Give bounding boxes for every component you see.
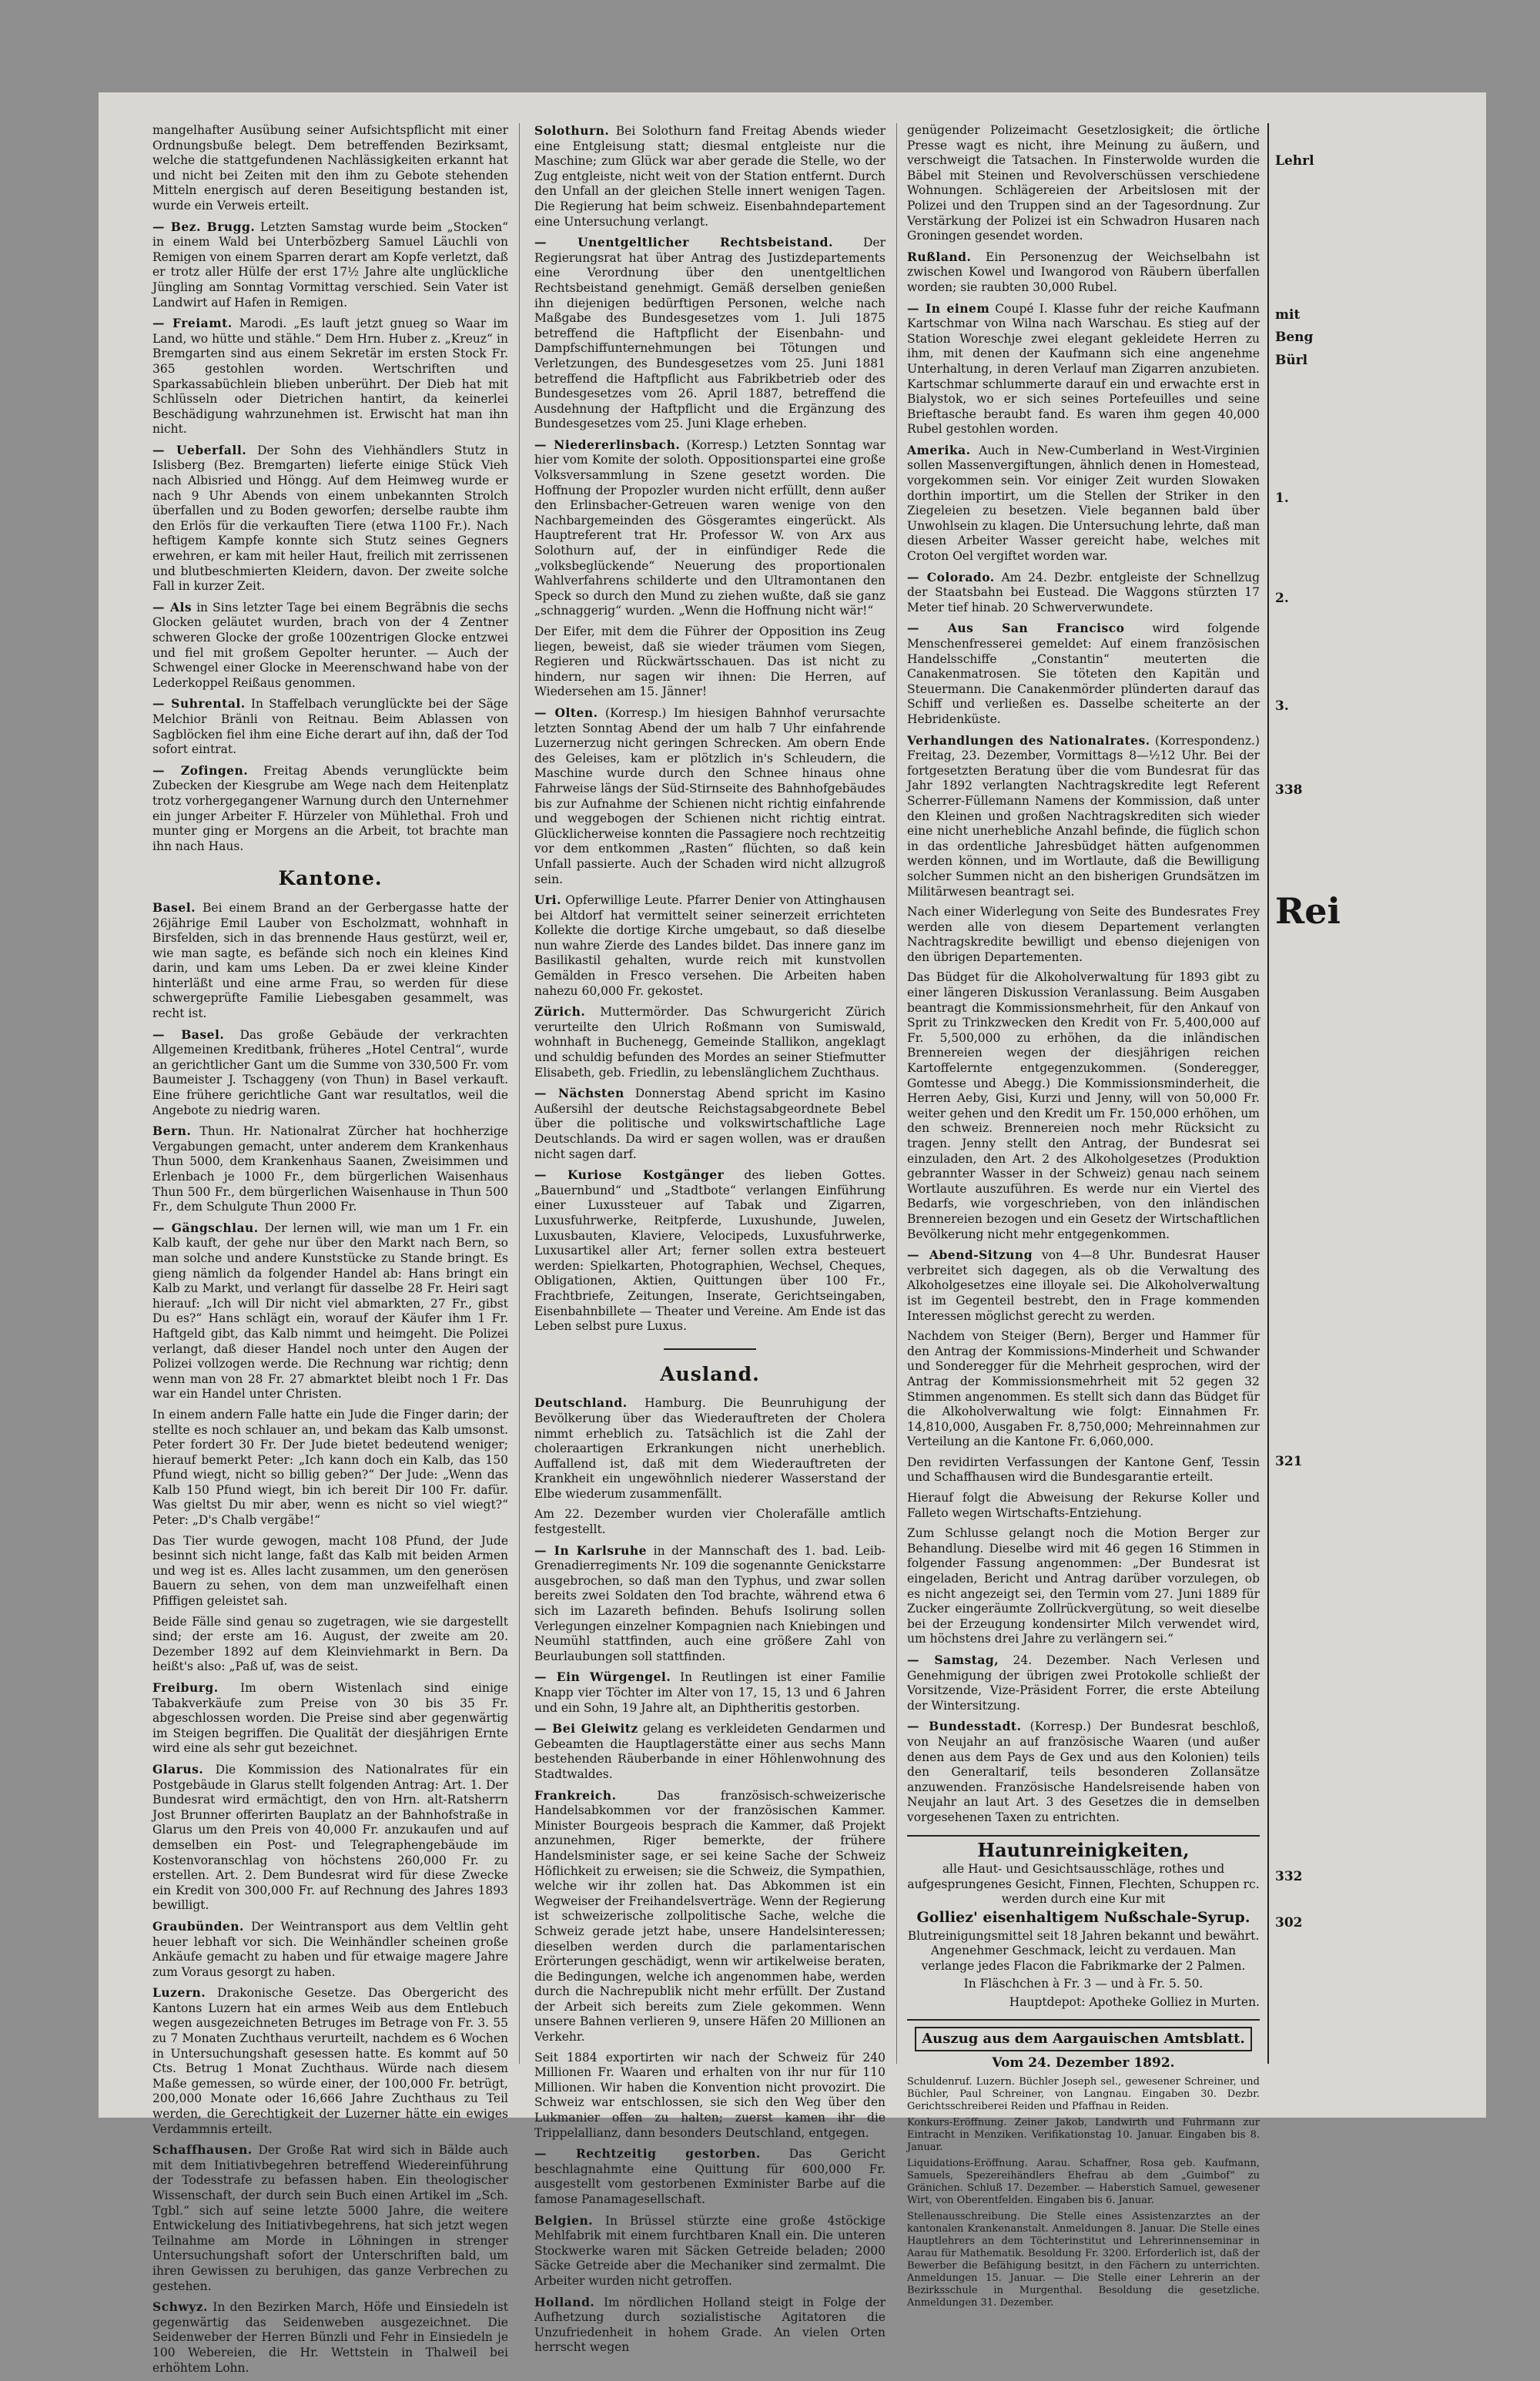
article-text: (Korresp.) Im hiesigen Bahnhof verursachte letzten Sonntag Abend der um halb 7 Uhr einfahrende Luzernerzug nicht geringen Schrecken. Am obern Ende des Geleises, kam er plötzlich in's Schleudern, die Maschine wurde durch den Schnee hinaus ohne Fahrweise längs der Süd-Stirnseite des Bahnhofgebäudes bis zur Aufnahme der Schienen nicht richtig einfahrende und weggebogen der Schienen nicht richtig eintrat. Glücklicherweise konnten die Passagiere noch rechtzeitig vor dem entkommen „Rasten“ flüchten, so daß kein Unfall passierte. Auch der Schaden wird nicht allzugroß sein. <box>534 705 886 886</box>
page-edge-rule <box>1267 123 1269 2064</box>
article-text: Marodi. „Es lauft jetzt gnueg so Waar im Land, wo hütte und stähle.“ Dem Hrn. Huber z. „Kreuz“ in Bremgarten sind aus einem Sekretär im ersten Stock Fr. 365 gestohlen worden. Wertschriften und Sparkassabüchlein blieben unberührt. Der Dieb hat mit Schlüsseln oder Dietrichen hantirt, da keinerlei Beschädigung wahrzunehmen ist. Erwischt hat man ihn nicht. <box>152 316 508 437</box>
article-text: Letzten Samstag wurde beim „Stocken“ in einem Wald bei Unterbözberg Samuel Läuchli von Remigen von einem Sparren derart am Kopfe verletzt, daß er trotz aller Hülfe der erst 17½ Jahre alte unglückliche Jüngling am Sonntag Vormittag verschied. Sein Vater ist Landwirt auf Hafen in Remigen. <box>152 219 509 310</box>
fragment-text: Lehrl <box>1275 153 1314 169</box>
article-heading: — Basel. <box>152 1026 225 1042</box>
article-paragraph <box>152 696 508 757</box>
article-paragraph <box>152 1124 508 1215</box>
article-paragraph <box>534 1167 886 1334</box>
article-text: in der Mannschaft des 1. bad. Leib-Grenadierregiments Nr. 109 die sogenannte Genickstarre ausgebrochen, so daß man den Typhus, und zwar sollen bereits zwei Soldaten den Tod brachte, während etwa 6 sich im Lazareth befinden. Behufs Isolirung sollen Verlegungen einzelner Kompagnien nach Kniebingen und Neumühl stattfinden, auch eine größere Zahl von Beurlaubungen soll stattfinden. <box>534 1543 886 1663</box>
ad-title: Hautunreinigkeiten, <box>977 1838 1190 1861</box>
article-heading: — Samstag, <box>907 1653 999 1667</box>
article-text: In einem andern Falle hatte ein Jude die Finger darin; der stellte es noch schlauer an, und bekam das Kalb umsonst. Peter fordert 30 Fr. Der Jude bietet bedeutend weniger; hierauf bemerkt Peter: „Ich kann doch ein Kalb, das 150 Pfund wiegt, nicht so billig geben?“ Der Jude: „Wenn das Kalb 150 Pfund wiegt, bin ich bereit Dir 100 Fr. dafür. Was gieltst Du mir aber, wenn es nicht so viel wiegt?“ Peter: „D's Chalb vergäbe!“ <box>152 1407 508 1528</box>
article-paragraph <box>152 600 508 692</box>
article-text: Der Eifer, mit dem die Führer der Opposition ins Zeug liegen, beweist, daß sie wieder träumen vom Siegen, Regieren und Rückwärtsschauen. Das ist nicht zu hindern, nur sagen wir ihnen: Die Herren, auf Wiedersehen am 15. Jänner! <box>534 625 886 699</box>
article-heading: — Suhrental. <box>152 696 246 712</box>
article-paragraph <box>907 1455 1260 1485</box>
fragment-text: 332 <box>1275 1869 1303 1885</box>
amtsblatt-extract <box>907 2019 1260 2309</box>
article-paragraph <box>152 1919 508 1980</box>
article-paragraph <box>152 316 508 437</box>
article-heading: — Aus San Francisco <box>907 621 1125 636</box>
article-paragraph <box>534 705 886 887</box>
article-heading: — Abend-Sitzung <box>907 1247 1033 1263</box>
article-heading: Glarus. <box>152 1761 204 1777</box>
article-heading: — Kuriose Kostgänger <box>534 1167 725 1183</box>
article-heading: — Niedererlinsbach. <box>534 437 681 452</box>
column-rule <box>519 123 520 2064</box>
amtsblatt-date: Vom 24. Dezember 1892. <box>992 2055 1175 2071</box>
article-paragraph <box>907 1526 1260 1647</box>
article-text: Donnerstag Abend spricht im Kasino Außersihl der deutsche Reichstagsabgeordnete Bebel über die politische und volkswirtschaftliche Lage Deutschlands. Da wird er sagen wollen, was er draußen nicht sagen darf. <box>534 1087 886 1161</box>
adjacent-page-fragment <box>1275 123 1483 1939</box>
article-paragraph <box>534 1788 886 2045</box>
article-text: Im nördlichen Holland steigt in Folge der Aufhetzung durch sozialistische Agitatoren die Unzufriedenheit in hohem Grade. An vielen Orten herrscht wegen <box>534 2295 886 2355</box>
article-heading: Schwyz. <box>152 2299 208 2315</box>
article-paragraph <box>152 2299 508 2376</box>
article-heading: — Bundesstadt. <box>907 1719 1022 1734</box>
article-text: Muttermörder. Das Schwurgericht Zürich verurteilte den Ulrich Roßmann von Sumiswald, wohnhaft in Buchenegg, Gemeinde Stallikon, angeklagt und schuldig befunden des Mordes an seiner Stiefmutter Elisabeth, geb. Friedlin, zu lebenslänglichem Zuchthaus. <box>534 1005 886 1080</box>
article-paragraph <box>152 1985 508 2137</box>
article-heading: Zürich. <box>534 1004 586 1020</box>
article-text: Bei Solothurn fand Freitag Abends wieder eine Entgleisung statt; diesmal entgleiste nur die Maschine; zum Glück war aber gerade die Stelle, wo der Zug entgleiste, nicht weit von der Station entfernt. Durch den Unfall an der gleichen Stelle innert wenigen Tagen. Die Regierung hat beim schweiz. Eisenbahndepartement eine Untersuchung verlangt. <box>534 124 886 229</box>
amtsblatt-entry: Stellenausschreibung. Die Stelle eines Assistenzarztes an der kantonalen Krankenanstalt. Anmeldungen 8. Januar. Die Stelle eines Hauptlehrers an dem Töchterinstitut und Lehrerinnenseminar in Aarau für Mathematik. Besoldung Fr. 3200. Erforderlich ist, daß der Bewerber die Befähigung besitzt, in den Fächern zu unterrichten. Anmeldungen 15. Januar. — Die Stelle einer Lehrerin an der Bezirksschule in Murgenthal. Besoldung die gesetzliche. Anmeldungen 31. Dezember. <box>907 2210 1260 2309</box>
article-heading: Luzern. <box>152 1985 206 2001</box>
article-text: Beide Fälle sind genau so zugetragen, wie sie dargestellt sind; der erste am 16. August, der zweite am 20. Dezember 1892 auf dem Kleinviehmarkt in Bern. Da heißt's also: „Paß uf, was de seist. <box>152 1614 508 1674</box>
article-paragraph <box>907 443 1260 564</box>
article-text: Coupé I. Klasse fuhr der reiche Kaufmann Kartschmar von Wilna nach Warschau. Es stieg auf der Station Woreschje zwei elegant gekleidete Herren zu ihm, mit denen der Kaufmann sich eine angenehme Unterhaltung, in deren Verlauf man Zigarren anzubieten. Kartschmar schlummerte darauf ein und erwachte erst in Bialystok, wo er sich seines Portefeuilles und seine Brieftasche beraubt fand. Es waren ihm gegen 40,000 Rubel gestohlen worden. <box>907 301 1260 437</box>
article-paragraph <box>907 1329 1260 1450</box>
newspaper-page <box>99 92 1486 2375</box>
article-text: (Korresp.) Der Bundesrat beschloß, von Neujahr an auf französische Waaren (und außer denen aus dem Pays de Gex und aus den Kolonien) teils den Generaltarif, teils besonderen Zollansätze anzuwenden. Französische Handelsreisende haben von Neujahr an laut Art. 3 des Gesetzes die in demselben vorgesehenen Taxen zu entrichten. <box>907 1720 1260 1824</box>
article-text: (Korresp.) Letzten Sonntag war hier vom Komite der soloth. Oppositionspartei eine große Volksversammlung in Szene gesetzt worden. Die Hoffnung der Propozler wurden nicht erfüllt, denn außer den Erlinsbacher-Getreuen waren wenige von den Nachbargemeinden des Gösgeramtes eingerückt. Als Hauptreferent trat Hr. Professor W. von Arx aus Solothurn auf, der in einfündiger Rede die „volksbeglückende“ Neuerung des proportionalen Wahlverfahrens schilderte und den Ultramontanen den Speck so durch den Mund zu ziehen wußte, daß sie ganz „schnaggerig“ wurden. „Wenn die Hoffnung nicht wär!“ <box>534 437 886 618</box>
article-text: Das große Gebäude der verkrachten Allgemeinen Kreditbank, früheres „Hotel Central“, wurde an gerichtlicher Gant um die Summe von 330,500 Fr. vom Baumeister J. Tschaggeny (von Thun) in Basel verkauft. Eine frühere gerichtliche Gant war resultatlos, weil die Angebote zu niedrig waren. <box>152 1027 508 1117</box>
column-1 <box>152 123 508 2381</box>
ad-depot: Hauptdepot: Apotheke Golliez in Murten. <box>1009 1994 1260 2009</box>
column-rule <box>896 123 897 2064</box>
article-text: wird folgende Menschenfresserei gemeldet: Auf einem französischen Handelsschiffe „Constantin“ meuterten die Canakenmatrosen. Sie töteten den Kapitän und Steuermann. Die Canakenmörder plünderten darauf das Schiff und verließen es. Dasselbe scheiterte an der Hebridenküste. <box>907 621 1260 726</box>
article-paragraph <box>152 219 508 311</box>
advertisement-hautunreinigkeiten <box>907 1835 1260 2011</box>
article-heading: — Nächsten <box>534 1086 624 1101</box>
article-text: Der lernen will, wie man um 1 Fr. ein Kalb kauft, der gehe nur über den Markt nach Bern, so man solche und andere Kunststücke zu Stande bringt. Es gieng nämlich da folgender Handel ab: Hans bringt ein Kalb zu Markt, und verlangt für dasselbe 28 Fr. Heiri sagt hierauf: „Ich will Dir nicht viel abmarkten, 27 Fr., gibst Du es?“ Hans schlägt ein, worauf der Käufer ihm 1 Fr. Haftgeld gibt, das Kalb nimmt und heimgeht. Die Polizei verlangt, daß dieser Handel noch unter den Augen der Polizei vollzogen werde. Die Rechnung war richtig; denn wenn man von 28 Fr. 27 abmarktet bleibt noch 1 Fr. Das war ein Handel unter Christen. <box>152 1221 508 1401</box>
article-heading: — Gängschlau. <box>152 1220 259 1235</box>
article-text: In Brüssel stürzte eine große 4stöckige Mehlfabrik mit einem furchtbaren Knall ein. Die unteren Stockwerke waren mit Säcken Getreide beladen; 2000 Säcke Getreide aber die Mechaniker sind zermalmt. Die Arbeiter wurden nicht getroffen. <box>534 2213 886 2288</box>
nationalrat-report <box>907 733 1260 900</box>
ad-price: In Fläschchen à Fr. 3 — und à Fr. 5. 50. <box>963 1977 1204 1991</box>
fragment-text: 321 <box>1275 1453 1303 1469</box>
fragment-text: 3. <box>1275 698 1289 714</box>
article-paragraph <box>534 235 886 432</box>
article-heading: — Als <box>152 599 192 615</box>
ad-line: Blutreinigungsmittel seit 18 Jahren bekannt und bewährt. Angenehmer Geschmack, leicht zu verdauen. Man verlange jedes Flacon die Fabrikmarke der 2 Palmen. <box>907 1928 1260 1973</box>
article-heading: — Bei Gleiwitz <box>534 1721 638 1736</box>
article-paragraph <box>534 2295 886 2356</box>
fragment-text: 302 <box>1275 1914 1303 1931</box>
article-text: Der Regierungsrat hat über Antrag des Justizdepartements eine Verordnung über den unentgeltlichen Rechtsbeistand genehmigt. Gemäß derselben genießen ihn diejenigen bedürftigen Personen, welche nach Maßgabe des Bundesgesetzes vom 1. Juli 1875 betreffend die Haftpflicht der Eisenbahn- und Dampfschiffunternehmungen bei Tötungen und Verletzungen, des Bundesgesetzes vom 25. Juni 1881 betreffend die Haftpflicht aus Fabrikbetrieb oder des Bundesgesetzes vom 26. April 1887, betreffend die Ausdehnung der Haftpflicht und die Ergänzung des Bundesgesetzes vom 25. Juni Klage erheben. <box>534 236 886 431</box>
article-text: Die Kommission des Nationalrates für ein Postgebäude in Glarus stellt folgenden Antrag: Art. 1. Der Bundesrat wird ermächtigt, den von Hrn. alt-Ratsherrn Jost Brunner offerirten Bauplatz an der Bahnhofstraße in Glarus um den Preis von 40,000 Fr. anzukaufen und auf demselben ein Post- und Telegraphengebäude im Kostenvoranschlag von höchstens 260,000 Fr. zu erstellen. Art. 2. Dem Bundesrat wird für diese Zwecke ein Kredit von 300,000 Fr. auf Rechnung des Jahres 1893 bewilligt. <box>152 1762 508 1913</box>
article-text: Am 22. Dezember wurden vier Cholerafälle amtlich festgestellt. <box>534 1507 886 1537</box>
article-heading: Solothurn. <box>534 123 610 138</box>
article-paragraph <box>152 1615 508 1675</box>
column-3 <box>907 123 1260 2313</box>
article-paragraph <box>534 2213 886 2289</box>
article-text: Bei einem Brand an der Gerbergasse hatte der 26jährige Emil Lauber von Escholzmatt, wohnhaft in Birsfelden, sich in das brennende Haus gestürzt, weil er, wie man sagte, es befände sich noch ein kleines Kind darin, und kam ums Leben. Da er zwei kleine Kinder hinterläßt und eine arme Frau, so werden für diese schwergeprüfte Familie Liebesgaben gesammelt, was recht ist. <box>152 900 508 1021</box>
article-paragraph <box>534 2146 886 2207</box>
article-paragraph <box>152 1027 508 1119</box>
nationalrat-text: (Korrespondenz.) Freitag, 23. Dezember, Vormittags 8—½12 Uhr. Bei der fortgesetzten Beratung über die vom Bundesrat für das Jahr 1892 verlangten Nachtragskredite legt Referent Scherrer-Füllemann Namens der Kommission, daß unter den Kleinen und großen Nachtragskrediten sich wieder eine nicht unerhebliche Anzahl befinde, die füglich schon in das ordentliche Jahresbüdget hätten aufgenommen werden können, und im Wortlaute, daß die Bewilligung solcher Summen nicht an den bisherigen Grundsätzen im Militärwesen beantragt sei. <box>907 733 1260 899</box>
article-text: genügender Polizeimacht Gesetzlosigkeit; die örtliche Presse wagt es nicht, ihre Meinung zu äußern, und verschweigt die Tatsachen. In Finsterwolde wurden die Bäbel mit Steinen und Revolverschüssen verschiedene Wohnungen. Schlägereien der Arbeitslosen mit der Polizei und den Truppen sind an der Tagesordnung. Zur Verstärkung der Polizei ist ein Schwadron Husaren nach Groningen gesendet worden. <box>907 123 1260 243</box>
article-text: Das Tier wurde gewogen, macht 108 Pfund, der Jude besinnt sich nicht lange, faßt das Kalb mit beiden Armen und weg ist es. Alles lacht zusammen, um den generösen Bauern zu sehen, von dem man unzweifelhaft einen Pfiffigen geleistet sah. <box>152 1533 508 1609</box>
article-paragraph <box>152 1221 508 1402</box>
amtsblatt-entry: Liquidations-Eröffnung. Aarau. Schaffner, Rosa geb. Kaufmann, Samuels, Spezereihändlers Ehefrau ab dem „Guimbof“ zu Gränichen. Schluß 17. Dezember. — Haberstich Samuel, gewesener Wirt, von Oberentfelden. Eingaben bis 6. Januar. <box>907 2157 1260 2206</box>
article-text: In den Bezirken March, Höfe und Einsiedeln ist gegenwärtig das Seidenweben ausgezeichnet. Die Seidenweber der Herren Bünzli und Fehr in Einsiedeln je 100 Webereien, die Hr. Wettstein in Thalweil bei erhöhtem Lohn. <box>152 2300 508 2375</box>
article-paragraph <box>534 123 886 229</box>
fragment-text: Beng <box>1275 330 1314 346</box>
article-text: Nachdem von Steiger (Bern), Berger und Hammer für den Antrag der Kommissions-Minderheit und Schwander und Sonderegger für die Mehrheit gesprochen, wird der Antrag der Kommissionsmehrheit mit 52 gegen 32 Stimmen angenommen. Es stellt sich dann das Büdget für die Alkoholverwaltung wie folgt: Einnahmen Fr. 14,810,000, Ausgaben Fr. 8,750,000; Mehreinnahmen zur Verteilung an die Kantone Fr. 6,060,000. <box>907 1329 1260 1449</box>
article-text: Der Weintransport aus dem Veltlin geht heuer lebhaft vor sich. Die Weinhändler scheinen große Ankäufe gemacht zu haben und für etwaige magere Jahre zum Voraus gesorgt zu haben. <box>152 1919 508 1979</box>
article-text: Das Gericht beschlagnahmte eine Quittung für 600,000 Fr. ausgestellt vom gestorbenen Exminister Barbe auf die famose Panamagesellschaft. <box>534 2147 886 2206</box>
article-paragraph <box>907 301 1260 437</box>
ad-line: alle Haut- und Gesichtsausschläge, rothes und aufgesprungenes Gesicht, Finnen, Flechten, Schuppen rc. werden durch eine Kur mit <box>907 1862 1260 1907</box>
article-paragraph <box>534 1004 886 1080</box>
ad-product: Golliez' eisenhaltigem Nußschale-Syrup. <box>916 1908 1250 1926</box>
article-heading: Uri. <box>534 892 561 908</box>
article-text: Der Sohn des Viehhändlers Stutz in Islisberg (Bez. Bremgarten) lieferte einige Stück Vieh nach Albisried und Höngg. Auf dem Heimweg wurde er nach 9 Uhr Abends von einem unbekannten Strolch überfallen und zu Boden geworfen; derselbe raubte ihm den Erlös für die verkauften Tiere (etwa 1100 Fr.). Nach heftigem Kampfe konnte sich Stutz seines Gegners erwehren, er kam mit heiler Haut, freilich mit zerrissenen und blutbeschmierten Kleidern, davon. Der zweite solche Fall in kurzer Zeit. <box>152 443 508 594</box>
article-heading: Rußland. <box>907 249 972 264</box>
article-paragraph <box>534 892 886 999</box>
fragment-text: Bürl <box>1275 352 1308 368</box>
article-text: Zum Schlusse gelangt noch die Motion Berger zur Behandlung. Dieselbe wird mit 46 gegen 16 Stimmen in folgender Fassung angenommen: „Der Bundesrat ist eingeladen, Bericht und Antrag darüber vorzulegen, ob es nicht angezeigt sei, den Termin vom 27. Juni 1889 für Zucker eingeräumte Zollrückvergütung, so weit dieselbe bei der Erzeugung kondensirter Milch verwendet wird, um höchstens drei Jahre zu verlängern sei.“ <box>907 1526 1260 1646</box>
amtsblatt-title: Auszug aus dem Aargauischen Amtsblatt. <box>915 2027 1252 2051</box>
article-paragraph <box>152 1762 508 1914</box>
article-text: Am 24. Dezbr. entgleiste der Schnellzug der Staatsbahn bei Eustead. Die Waggons stürzten 17 Meter tief hinab. 20 Schwerverwundete. <box>907 570 1260 615</box>
article-text: In Staffelbach verunglückte bei der Säge Melchior Bränli von Reitnau. Beim Ablassen von Sagblöcken fiel ihm eine Eiche derart auf ihn, daß der Tod sofort eintrat. <box>152 697 508 757</box>
column-2 <box>534 123 886 2361</box>
article-text: des lieben Gottes. „Bauernbund“ und „Stadtbote“ verlangen Einführung einer Luxussteuer auf Tabak und Zigarren, Luxusfuhrwerke, Reitpferde, Luxushunde, Juwelen, Luxusbauten, Klaviere, Velocipeds, Luxusfuhrwerke, Luxusartikel aller Art; ferner sollen extra besteuert werden: Spielkarten, Photographien, Wechsel, Cheques, Obligationen, Aktien, Quittungen über 100 Fr., Frachtbriefe, Zeitungen, Inserate, Gerichtseingaben, Eisenbahnbillete — Theater und Vereine. Am Ende ist das Leben selbst pure Luxus. <box>534 1168 886 1334</box>
article-heading: — Zofingen. <box>152 762 249 778</box>
article-heading: Frankreich. <box>534 1787 617 1803</box>
article-text: von 4—8 Uhr. Bundesrat Hauser verbreitet sich dagegen, als ob die Verwaltung des Alkoholgesetzes eine illoyale sei. Die Alkoholverwaltung ist im Gegenteil bestrebt, den in Frage kommenden Interessen möglichst gerecht zu werden. <box>907 1248 1260 1323</box>
article-paragraph <box>534 1721 886 1782</box>
article-text: 24. Dezember. Nach Verlesen und Genehmigung der übrigen zwei Protokolle schließt der Vorsitzende, Vize-Präsident Forrer, die erste Abteilung der Wintersitzung. <box>907 1653 1260 1713</box>
section-heading-ausland: Ausland. <box>660 1362 760 1385</box>
article-heading: — In Karlsruhe <box>534 1542 648 1558</box>
article-text: Ein Personenzug der Weichselbahn ist zwischen Kowel und Iwangorod von Räubern überfallen worden; sie raubten 30,000 Rubel. <box>907 249 1260 294</box>
article-text: Thun. Hr. Nationalrat Zürcher hat hochherzige Vergabungen gemacht, unter anderem dem Krankenhaus Thun 5000, dem Krankenhaus Saanen, Zweisimmen und Erlenbach je 1000 Fr., dem bürgerlichen Waisenhaus Thun 500 Fr., dem bürgerlichen Waisenhause in Thun 500 Fr., dem Schulgute Thun 2000 Fr. <box>152 1124 508 1214</box>
article-text: in Sins letzter Tage bei einem Begräbnis die sechs Glocken geläutet wurden, brach von der 4 Zentner schweren Glocke der große 100zentrigen Glocke entzwei und fiel mit großem Gepolter herunter. — Auch der Schwengel einer Glocke in Meerenschwand habe von der Lederkoppel Reißaus genommen. <box>152 600 508 690</box>
article-heading: — Ein Würgengel. <box>534 1669 671 1685</box>
fragment-text: 2. <box>1275 590 1289 606</box>
article-paragraph <box>907 1491 1260 1521</box>
article-paragraph <box>152 123 508 214</box>
article-heading: — Ueberfall. <box>152 442 247 457</box>
article-paragraph <box>534 1507 886 1537</box>
article-paragraph <box>907 1719 1260 1825</box>
article-paragraph <box>152 1680 508 1756</box>
article-paragraph <box>152 1408 508 1529</box>
article-text: mangelhafter Ausübung seiner Aufsichtspflicht mit einer Ordnungsbuße belegt. Dem betreffenden Bezirksamt, welche die stattgefundenen Nachlässigkeiten erkannt hat und nicht bei Zeiten mit den ihm zu Gebote stehenden Mitteln energisch auf deren Beseitigung bestanden ist, wurde ein Verweis erteilt. <box>152 123 508 213</box>
article-text: In Reutlingen ist einer Familie Knapp vier Töchter im Alter von 17, 15, 13 und 6 Jahren und ein Sohn, 19 Jahre alt, an Diphtheritis gestorben. <box>534 1670 886 1715</box>
article-heading: — Freiamt. <box>152 316 233 331</box>
fragment-text: 1. <box>1275 491 1289 507</box>
article-paragraph <box>152 900 508 1022</box>
amtsblatt-entry: Konkurs-Eröffnung. Zeiner Jakob, Landwirth und Fuhrmann zur Eintracht in Menziken. Verifikationstag 10. Januar. Eingaben bis 8. Januar. <box>907 2116 1260 2153</box>
article-paragraph <box>534 1669 886 1716</box>
amtsblatt-entry: Schuldenruf. Luzern. Büchler Joseph sel., gewesener Schreiner, und Büchler, Paul Schreiner, von Langnau. Eingaben 30. Dezbr. Gerichtsschreiberei Reiden und Pfaffnau in Reiden. <box>907 2075 1260 2112</box>
article-paragraph <box>534 625 886 700</box>
article-heading: Belgien. <box>534 2212 594 2228</box>
article-heading: — Colorado. <box>907 569 995 584</box>
article-text: Das französisch-schweizerische Handelsabkommen vor der französischen Kammer. Minister Bourgeois besprach die Kammer, daß Projekt anzunehmen, Riger bemerkte, der frühere Handelsminister sage, er sei keine Sache der Schweiz Höflichkeit zu erweisen; sie die Schweiz, die Sympathien, welche wir ihr zollen hat. Das Abkommen ist ein Wegweiser der Freihandelsverträge. Wenn der Regierung ist schweizerische zollpolitische Sache, welche die Schweiz gerade jetzt habe, unsere Handelsinteressen; dieselben werden durch die parlamentarischen Erörterungen geschädigt, wenn wir artikelweise beraten, die Bedingungen, welche ich angenommen habe, werden durch die Nachrepublik nicht mehr erfüllt. Der Zustand der Arbeit sich bereits zum Ziele gekommen. Wenn unsere Bahnen verlieren 9, unsere Häfen 20 Millionen an Verkehr. <box>534 1788 886 2044</box>
article-paragraph <box>534 437 886 619</box>
article-text: Drakonische Gesetze. Das Obergericht des Kantons Luzern hat ein armes Weib aus dem Entlebuch wegen ausgezeichneten Betruges im Betrage von Fr. 3. 55 zu 7 Monaten Zuchthaus verurteilt, nachdem es 6 Wochen in Untersuchungshaft gesessen hatte. Es kommt auf 50 Cts. Betrug 1 Monat Zuchthaus. Würde nach diesem Maße gemessen, so würde einer, der 100,000 Fr. betrügt, 200,000 Monate oder 16,666 Jahre Zuchthaus zu Teil werden, die Gerechtigkeit der Luzerner hätte ein ewiges Verdammnis erteilt. <box>152 1986 508 2136</box>
article-heading: Freiburg. <box>152 1680 219 1695</box>
article-paragraph <box>534 1395 886 1502</box>
article-heading: Amerika. <box>907 442 971 457</box>
article-text: Opferwillige Leute. Pfarrer Denier von Attinghausen bei Altdorf hat vermittelt seiner seinerzeit errichteten Kollekte die dortige Kirche umgebaut, so daß dieselbe nun wahre Zierde des Landes bildet. Das innere ganz im Basilikastil gehalten, wurde reich mit kunstvollen Gemälden in Fresco versehen. Die Arbeiten haben nahezu 60,000 Fr. gekostet. <box>534 893 886 998</box>
article-text: gelang es verkleideten Gendarmen und Gebeamten die Hauptlagerstätte einer aus sechs Mann bestehenden Räuberbande in einer Höhlenwohnung des Stadtwaldes. <box>534 1722 886 1781</box>
article-text: Den revidirten Verfassungen der Kantone Genf, Tessin und Schaffhausen wird die Bundesgarantie erteilt. <box>907 1455 1260 1485</box>
article-paragraph <box>534 1086 886 1162</box>
article-heading: — Olten. <box>534 705 598 720</box>
article-heading: Graubünden. <box>152 1918 244 1934</box>
article-paragraph <box>907 1247 1260 1324</box>
article-heading: Deutschland. <box>534 1395 628 1411</box>
article-heading: — Unentgeltlicher Rechtsbeistand. <box>534 235 833 250</box>
article-text: Nach einer Widerlegung von Seite des Bundesrates Frey werden alle von diesem Departement verlangten Nachtragskredite bewilligt und ebenso diejenigen von den übrigen Departementen. <box>907 905 1260 964</box>
article-paragraph <box>534 2051 886 2142</box>
nationalrat-heading: Verhandlungen des Nationalrates. <box>907 732 1150 748</box>
article-paragraph <box>907 570 1260 616</box>
article-paragraph <box>907 970 1260 1242</box>
section-heading-kantone: Kantone. <box>278 867 383 890</box>
article-paragraph <box>907 123 1260 244</box>
article-text: Im obern Wistenlach sind einige Tabakverkäufe zum Preise von 30 bis 35 Fr. abgeschlossen worden. Die Preise sind aber gegenwärtig im Steigen begriffen. Die Qualität der diesjährigen Ernte wird eine als sehr gut bezeichnet. <box>152 1681 508 1756</box>
article-text: Das Büdget für die Alkoholverwaltung für 1893 gibt zu einer längeren Diskussion Veranlassung. Beim Ausgaben beantragt die Kommissionsmehrheit, für den Ankauf von Sprit zu Trinkzwecken den Kredit von Fr. 5,400,000 auf Fr. 5,500,000 zu erhöhen, da die inländischen Brennereien wegen der diesjährigen reichen Kartoffelernte entgegenzukommen. (Sonderegger, Gomtesse und Abegg.) Die Kommissionsminderheit, die Herren Aeby, Gisi, Kurzi und Jenny, will von 50,000 Fr. weiter gehen und den Kredit um Fr. 150,000 erhöhen, um den schweiz. Brennereien noch mehr Rücksicht zu tragen. Jenny stellt den Antrag, der Bundesrat sei einzuladen, den Art. 2 des Alkoholgesetzes (Produktion gebrannter Wasser in der Schweiz) genau nach seinem Wortlaute auszuführen. Es werde nur ein Viertel des Bedarfs, wie vorgeschrieben, von den inländischen Brennereien bezogen und ein Gesetz der Wirtschaftlichen Bevölkerung nicht mehr entgegenkommen. <box>907 970 1260 1241</box>
article-paragraph <box>907 905 1260 965</box>
article-heading: Basel. <box>152 899 196 915</box>
fragment-text: Rei <box>1275 889 1341 932</box>
article-text: Hierauf folgt die Abweisung der Rekurse Koller und Falleto wegen Wirtschafts-Entziehung. <box>907 1491 1260 1520</box>
article-heading: Bern. <box>152 1124 192 1139</box>
fragment-text: 338 <box>1275 782 1303 799</box>
article-paragraph <box>152 2142 508 2294</box>
article-heading: — In einem <box>907 300 990 316</box>
article-text: Seit 1884 exportirten wir nach der Schweiz für 240 Millionen Fr. Waaren und erhalten von ihr nur für 110 Millionen. Wir haben die Konvention nicht provozirt. Die Schweiz war entschlossen, sie sich den Weg über den Lukmanier offen zu halten; zuerst kamen ihr die Trippelallianz, dann besonders Deutschland, entgegen. <box>534 2050 886 2140</box>
article-paragraph <box>907 621 1260 727</box>
article-paragraph <box>152 763 508 855</box>
fragment-text: mit <box>1275 306 1301 323</box>
article-heading: — Bez. Brugg. <box>152 219 256 234</box>
article-paragraph <box>152 443 508 594</box>
article-paragraph <box>534 1543 886 1665</box>
article-paragraph <box>907 1653 1260 1713</box>
article-text: Der Große Rat wird sich in Bälde auch mit dem Initiativbegehren betreffend Wiedereinführung der Todesstrafe zu befassen haben. Ein theologischer Wissenschaft, der durch sein Buch einen Artikel im „Sch. Tgbl.“ sich auf seine letzte 5000 Jahre, die weitere Entwickelung des Initiativbegehrens, hat sich jetzt wegen Teilnahme am Morde in Löhningen in strenger Untersuchungshaft sofort der Unterschriften bald, um ihren Gewissen zu beruhigen, das ganze Verbrechen zu gestehen. <box>152 2143 508 2293</box>
article-heading: — Rechtzeitig gestorben. <box>534 2146 761 2162</box>
article-text: Auch in New-Cumberland in West-Virginien sollen Massenvergiftungen, ähnlich denen in Homestead, vorgekommen sein. Vor einiger Zeit wurden Slowaken dorthin importirt, um die Stellen der Striker in den Ziegeleien zu besetzen. Viele begannen bald über Unwohlsein zu klagen. Die Untersuchung lehrte, daß man diesen Arbeiter Wasser gereicht habe, welches mit Croton Oel vergiftet worden war. <box>907 443 1260 564</box>
section-divider <box>664 1348 756 1350</box>
article-paragraph <box>152 1534 508 1609</box>
article-heading: Schaffhausen. <box>152 2142 253 2158</box>
article-paragraph <box>907 249 1260 296</box>
article-text: Freitag Abends verunglückte beim Zubecken der Kiesgrube am Wege nach dem Heitenplatz trotz vorhergegangener Warnung durch den Unternehmer ein junger Arbeiter F. Hürzeler von Mühlethal. Froh und munter ging er Morgens an die Arbeit, tot brachte man ihn nach Haus. <box>152 763 508 853</box>
article-text: Hamburg. Die Beunruhigung der Bevölkerung über das Wiederauftreten der Cholera nimmt erheblich zu. Tatsächlich ist die Zahl der choleraartigen Erkrankungen nicht unerheblich. Auffallend ist, daß mit dem Wiederauftreten der Krankheit ein ungewöhnlich niederer Wasserstand der Elbe wiederum zusammenfällt. <box>534 1396 886 1501</box>
article-heading: Holland. <box>534 2294 595 2309</box>
